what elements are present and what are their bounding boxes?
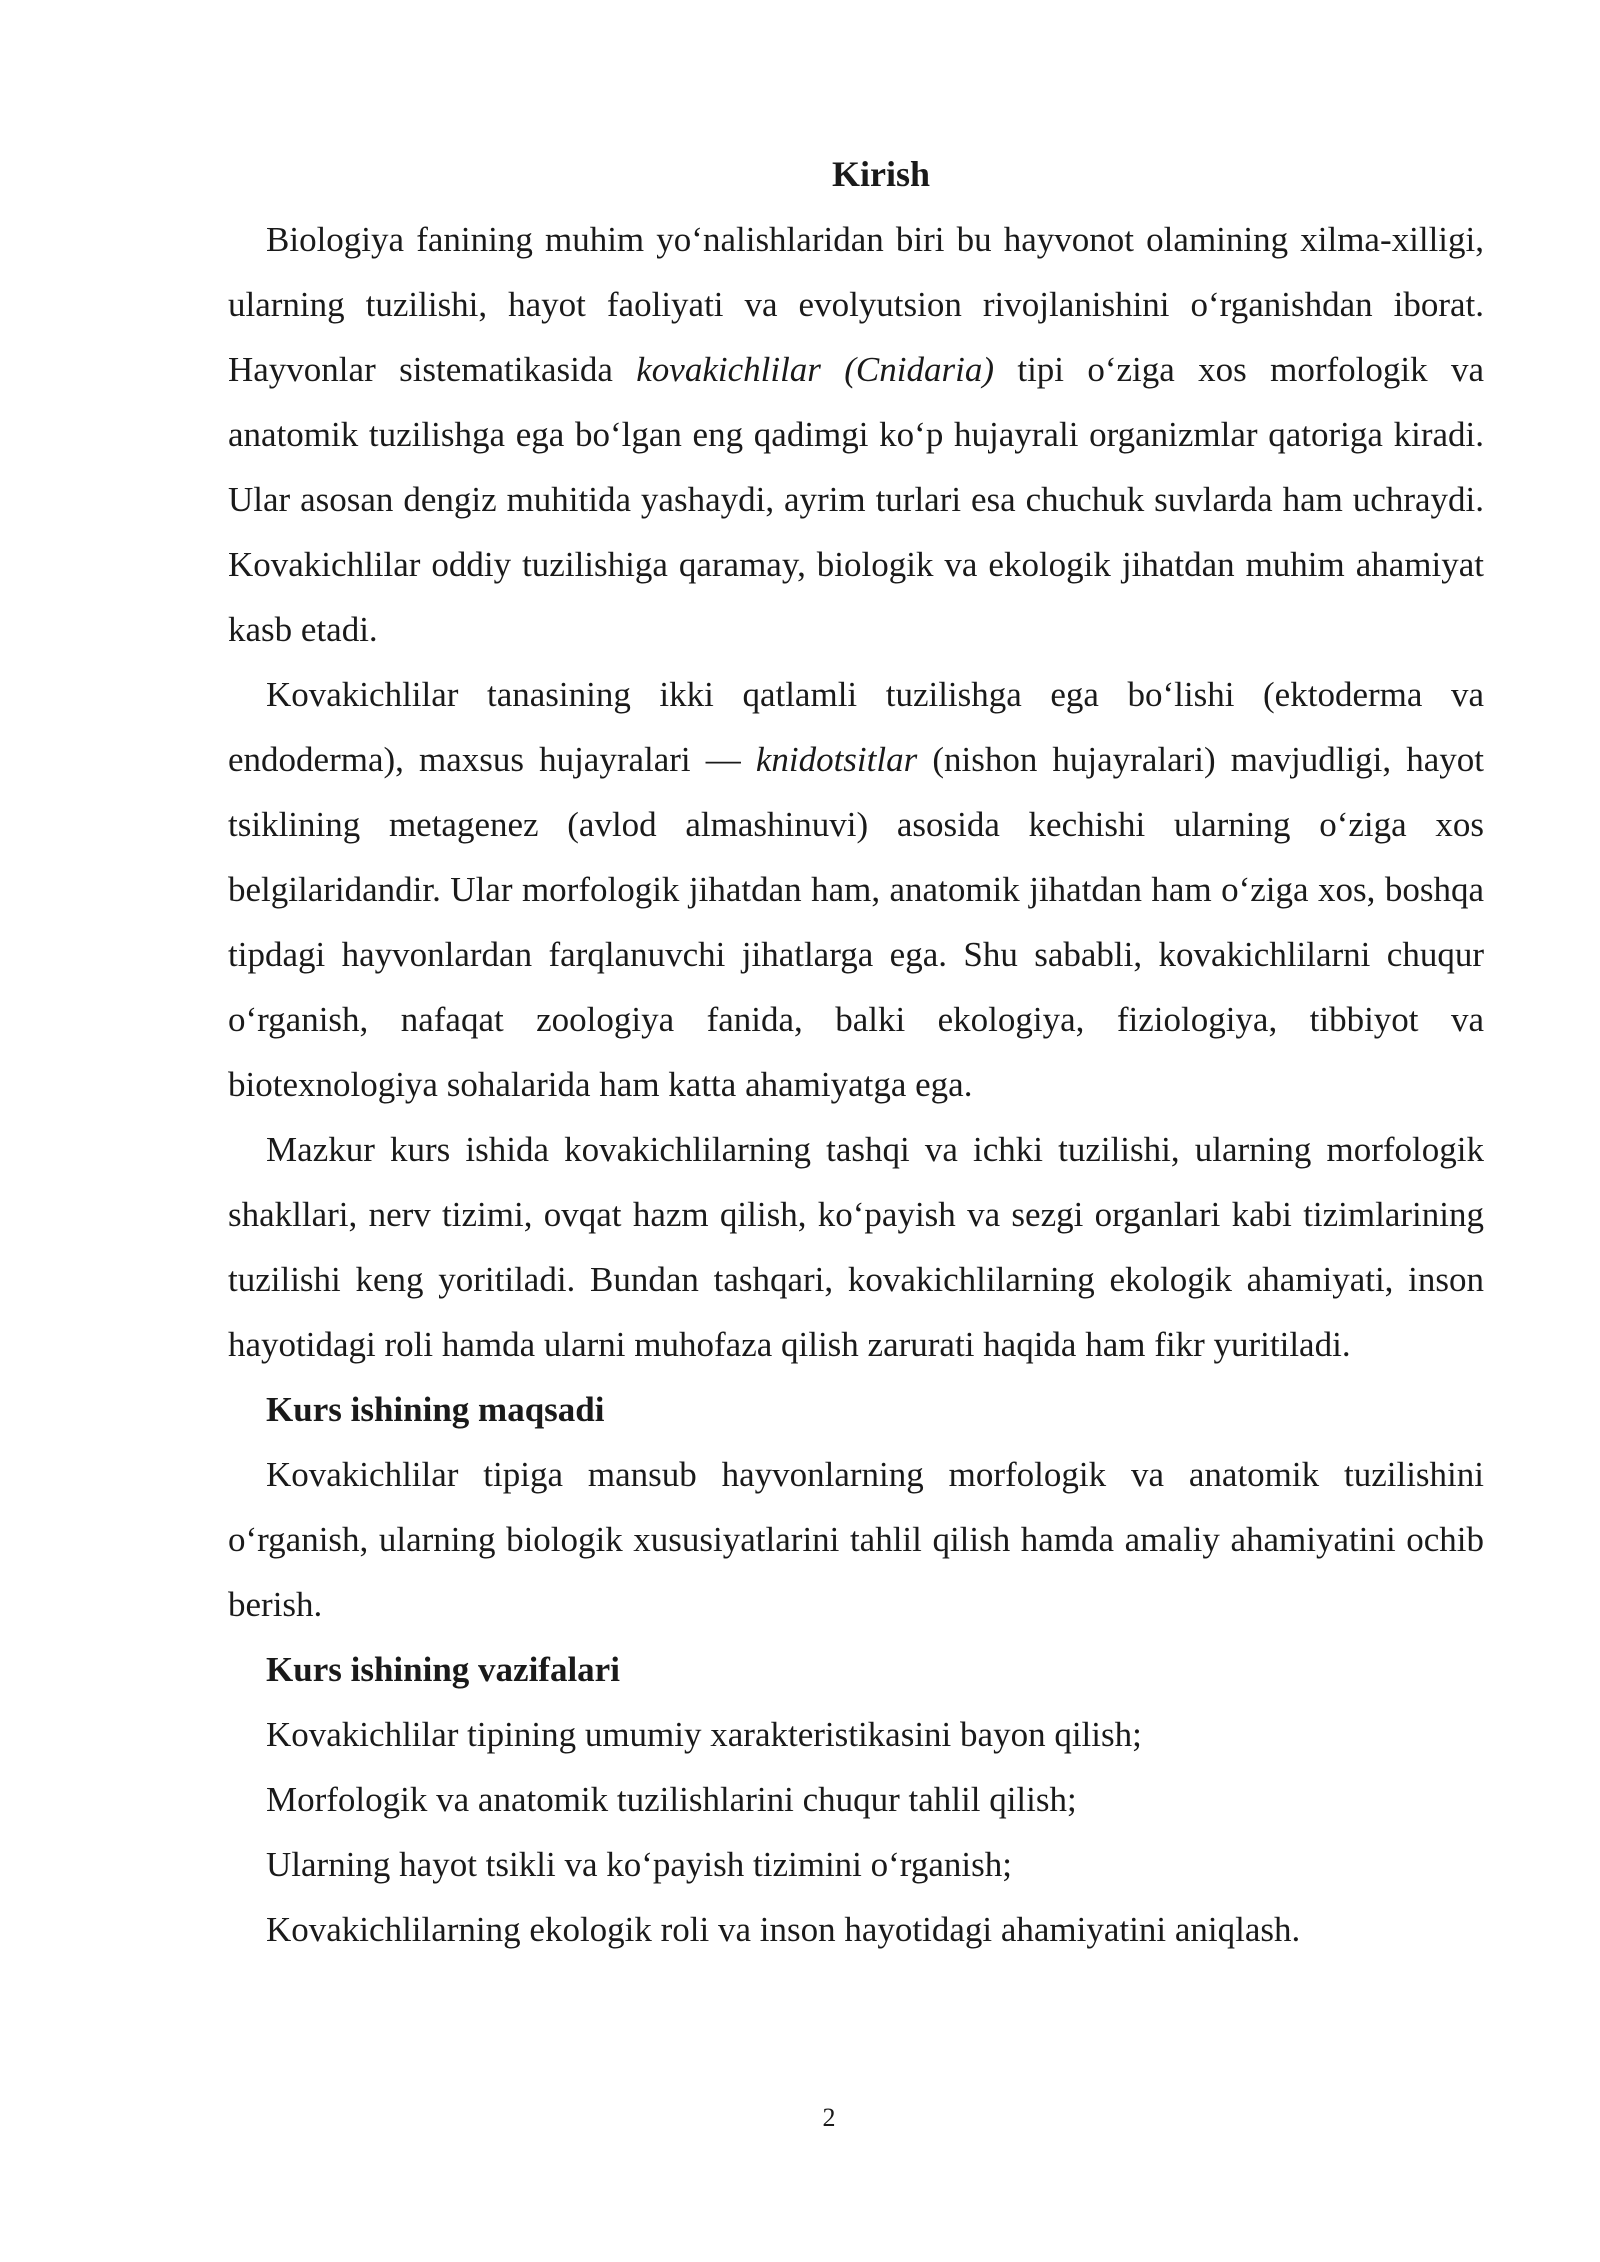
page-title: Kirish bbox=[831, 154, 930, 194]
intro-paragraph-3: Mazkur kurs ishida kovakichlilarning tashqi va ichki tuzilishi, ularning morfologik shakllari, nerv tizimi, ovqat hazm qilish, ko‘payish va sezgi organlari kabi tizimlarining tuzilishi keng yoritiladi. Bundan tashqari, kovakichlilarning ekologik ahamiyati, inson hayotidagi roli hamda ularni muhofaza qilish zarurati haqida ham fikr yuritiladi. bbox=[228, 1130, 1484, 1364]
paragraph-text: tipi o‘ziga xos morfologik va anatomik tuzilishga ega bo‘lgan eng qadimgi ko‘p hujayrali organizmlar qatoriga kiradi. Ular asosan dengiz muhitida yashaydi, ayrim turlari esa chuchuk suvlarda ham uchraydi. Kovakichlilar oddiy tuzilishiga qaramay, biologik va ekologik jihatdan muhim ahamiyat kasb etadi. bbox=[228, 350, 1484, 649]
goal-paragraph: Kovakichlilar tipiga mansub hayvonlarning morfologik va anatomik tuzilishini o‘rganish, ularning biologik xususiyatlarini tahlil qilish hamda amaliy ahamiyatini ochib berish. bbox=[228, 1455, 1484, 1624]
italic-term: kovakichlilar (Cnidaria) bbox=[636, 350, 994, 389]
paragraph-text: (nishon hujayralari) mavjudligi, hayot tsiklining metagenez (avlod almashinuvi) asosida kechishi ularning o‘ziga xos belgilaridandir. Ular morfologik jihatdan ham, anatomik jihatdan ham o‘ziga xos, boshqa tipdagi hayvonlardan farqlanuvchi jihatlarga ega. Shu sababli, kovakichlilarni chuqur o‘rganish, nafaqat zoologiya fanida, balki ekologiya, fiziologiya, tibbiyot va biotexnologiya sohalarida ham katta ahamiyatga ega. bbox=[228, 740, 1484, 1104]
task-item: Kovakichlilar tipining umumiy xarakteristikasini bayon qilish; bbox=[266, 1715, 1142, 1754]
task-item: Morfologik va anatomik tuzilishlarini chuqur tahlil qilish; bbox=[266, 1780, 1077, 1819]
document-page bbox=[228, 142, 1484, 1962]
paragraph-text: Kovakichlilar tanasining ikki qatlamli tuzilishga ega bo‘lishi (ektoderma va endoderma), maxsus hujayralari — bbox=[228, 675, 1484, 779]
task-item: Kovakichlilarning ekologik roli va inson hayotidagi ahamiyatini aniqlash. bbox=[266, 1910, 1301, 1949]
task-item: Ularning hayot tsikli va ko‘payish tizimini o‘rganish; bbox=[266, 1845, 1012, 1884]
section-heading-goal: Kurs ishining maqsadi bbox=[266, 1390, 605, 1429]
page-number: 2 bbox=[822, 2103, 836, 2132]
italic-term: knidotsitlar bbox=[755, 740, 918, 779]
paragraph-text: Biologiya fanining muhim yo‘nalishlaridan biri bu hayvonot olamining xilma-xilligi, ularning tuzilishi, hayot faoliyati va evolyutsion rivojlanishini o‘rganishdan iborat. Hayvonlar sistematikasida bbox=[228, 220, 1484, 389]
section-heading-tasks: Kurs ishining vazifalari bbox=[266, 1650, 620, 1689]
intro-paragraph-1 bbox=[228, 207, 1484, 662]
intro-paragraph-2 bbox=[228, 662, 1484, 1117]
